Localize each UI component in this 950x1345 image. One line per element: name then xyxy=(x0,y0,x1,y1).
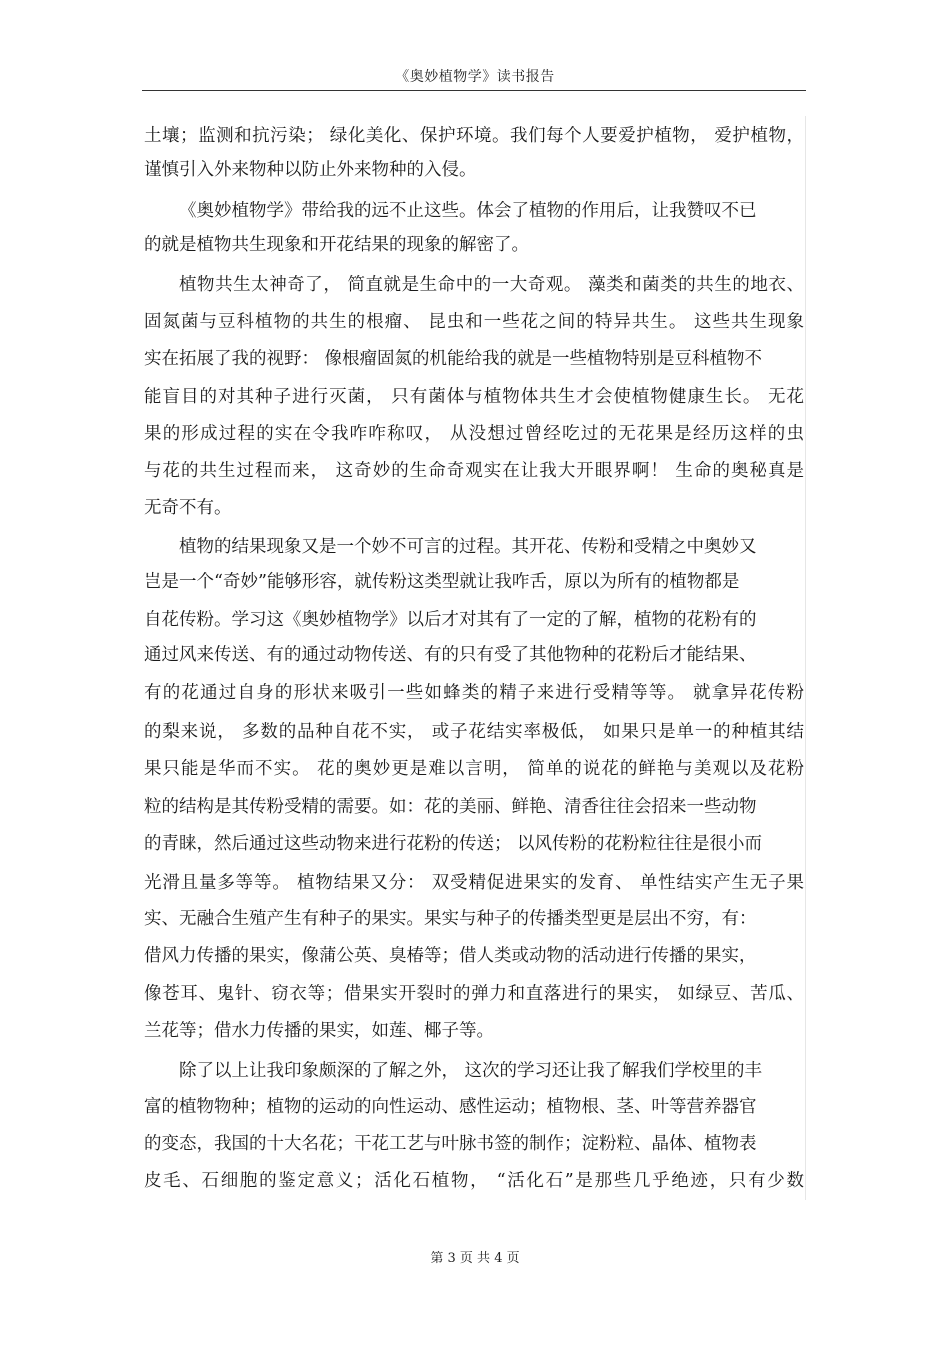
text-line: 岂是一个“奇妙”能够形容，就传粉这类型就让我咋舌，原以为所有的植物都是 xyxy=(144,572,740,592)
text-line: 除了以上让我印象颇深的了解之外， 这次的学习还让我了解我们学校里的丰 xyxy=(179,1061,763,1081)
page-number: 第 3 页 共 4 页 xyxy=(430,1251,520,1266)
text-line: 植物共生太神奇了， 简直就是生命中的一大奇观。 藻类和菌类的共生的地衣、 xyxy=(179,275,804,295)
text-line: 果只能是华而不实。 花的奥妙更是难以言明， 简单的说花的鲜艳与美观以及花粉 xyxy=(144,759,804,779)
text-line: 有的花通过自身的形状来吸引一些如蜂类的精子来进行受精等等。 就拿异花传粉 xyxy=(144,683,804,703)
text-line: 土壤；监测和抗污染； 绿化美化、保护环境。我们每个人要爱护植物， 爱护植物， xyxy=(144,126,804,146)
text-line: 能盲目的对其种子进行灭菌， 只有菌体与植物体共生才会使植物健康生长。 无花 xyxy=(144,387,804,407)
text-line: 固氮菌与豆科植物的共生的根瘤、 昆虫和一些花之间的特异共生。 这些共生现象 xyxy=(144,312,804,332)
text-line: 皮毛、石细胞的鉴定意义；活化石植物， “活化石”是那些几乎绝迹，只有少数 xyxy=(144,1171,804,1191)
header-divider xyxy=(142,90,806,91)
text-line: 的变态，我国的十大名花；干花工艺与叶脉书签的制作；淀粉粒、晶体、植物表 xyxy=(144,1134,757,1154)
text-line: 的梨来说， 多数的品种自花不实， 或子花结实率极低， 如果只是单一的种植其结 xyxy=(144,722,804,742)
text-line: 自花传粉。学习这《奥妙植物学》以后才对其有了一定的了解，植物的花粉有的 xyxy=(144,610,757,630)
text-line: 通过风来传送、有的通过动物传送、有的只有受了其他物种的花粉后才能结果、 xyxy=(144,645,757,665)
text-line: 的青睐，然后通过这些动物来进行花粉的传送； 以风传粉的花粉粒往往是很小而 xyxy=(144,834,763,854)
text-line: 借风力传播的果实，像蒲公英、臭椿等；借人类或动物的活动进行传播的果实， xyxy=(144,946,757,966)
text-line: 实、无融合生殖产生有种子的果实。果实与种子的传播类型更是层出不穷，有： xyxy=(144,909,757,929)
text-line: 的就是植物共生现象和开花结果的现象的解密了。 xyxy=(144,235,529,255)
text-line: 果的形成过程的实在令我咋咋称叹， 从没想过曾经吃过的无花果是经历这样的虫 xyxy=(144,424,804,444)
text-line: 兰花等；借水力传播的果实，如莲、椰子等。 xyxy=(144,1021,494,1041)
text-line: 富的植物物种；植物的运动的向性运动、感性运动；植物根、茎、叶等营养器官 xyxy=(144,1097,757,1117)
text-line: 无奇不有。 xyxy=(144,498,232,518)
running-header: 《奥妙植物学》读书报告 xyxy=(395,69,555,85)
text-line: 谨慎引入外来物种以防止外来物种的入侵。 xyxy=(144,160,477,180)
text-line: 光滑且量多等等。 植物结果又分： 双受精促进果实的发育、 单性结实产生无子果 xyxy=(144,873,804,893)
text-line: 像苍耳、鬼针、窃衣等；借果实开裂时的弹力和直落进行的果实， 如绿豆、苦瓜、 xyxy=(144,984,804,1004)
text-line: 实在拓展了我的视野： 像根瘤固氮的机能给我的就是一些植物特别是豆科植物不 xyxy=(144,349,763,369)
text-line: 与花的共生过程而来， 这奇妙的生命奇观实在让我大开眼界啊！ 生命的奥秘真是 xyxy=(144,461,804,481)
text-line: 粒的结构是其传粉受精的需要。如：花的美丽、鲜艳、清香往往会招来一些动物 xyxy=(144,797,757,817)
text-line: 植物的结果现象又是一个妙不可言的过程。其开花、传粉和受精之中奥妙又 xyxy=(179,537,757,557)
text-line: 《奥妙植物学》带给我的远不止这些。体会了植物的作用后，让我赞叹不已 xyxy=(179,201,757,221)
